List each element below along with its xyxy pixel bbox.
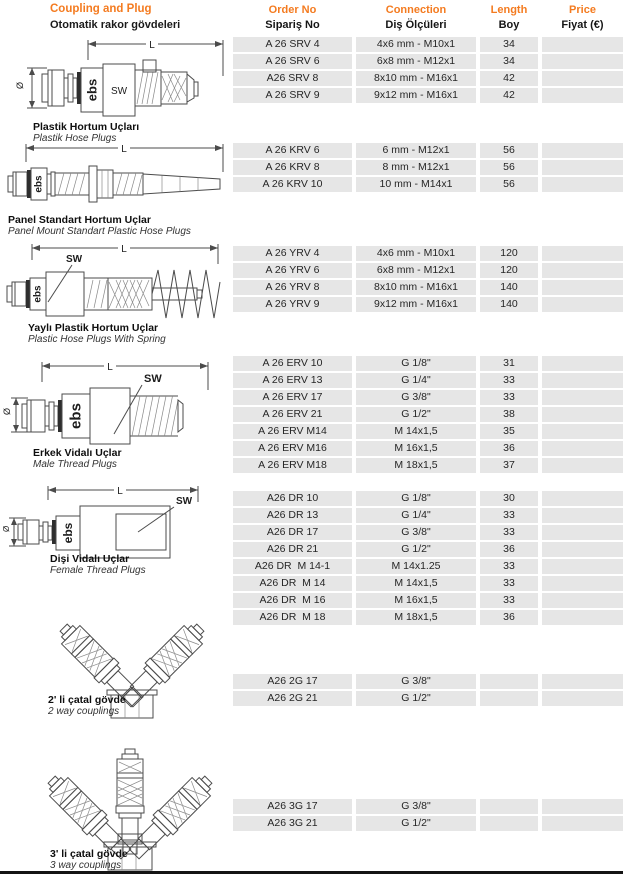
- connection-cell: 8x10 mm - M16x1: [356, 280, 476, 295]
- dim-label-sw: SW: [110, 86, 128, 97]
- page-title: Coupling and Plug: [50, 3, 152, 15]
- table-row: [233, 691, 623, 706]
- connection-cell: 10 mm - M14x1: [356, 177, 476, 192]
- brand-label-ebs: ebs: [32, 285, 44, 303]
- connection-cell: G 1/4": [356, 373, 476, 388]
- table-row: [233, 246, 623, 261]
- length-cell: 36: [480, 542, 538, 557]
- dim-label-sw: SW: [66, 254, 83, 265]
- brand-label-ebs: ebs: [67, 403, 85, 429]
- order-no-cell: A 26 ERV M16: [233, 441, 352, 456]
- male-thread-plug-drawing: [2, 356, 228, 448]
- price-cell: [542, 246, 623, 261]
- column-header-length-tr: Boy: [498, 19, 520, 31]
- caption-english: Plastic Hose Plugs With Spring: [28, 334, 166, 345]
- order-no-cell: A26 DR 10: [233, 491, 352, 506]
- column-header-order-tr: Sipariş No: [265, 19, 320, 31]
- price-cell: [542, 37, 623, 52]
- table-group-srv: [233, 37, 623, 105]
- price-cell: [542, 407, 623, 422]
- female-thread-plug-drawing: [2, 482, 226, 560]
- table-row: [233, 280, 623, 295]
- connection-cell: G 3/8": [356, 390, 476, 405]
- length-cell: 140: [480, 297, 538, 312]
- connection-cell: M 18x1,5: [356, 610, 476, 625]
- price-cell: [542, 593, 623, 608]
- length-cell: 33: [480, 508, 538, 523]
- column-header-price-en: Price: [569, 4, 596, 16]
- length-cell: 56: [480, 160, 538, 175]
- table-row: [233, 674, 623, 689]
- length-cell: 56: [480, 143, 538, 158]
- table-row: [233, 491, 623, 506]
- caption-english: Male Thread Plugs: [33, 459, 117, 470]
- table-row: [233, 593, 623, 608]
- table-row: [233, 373, 623, 388]
- price-cell: [542, 525, 623, 540]
- price-cell: [542, 542, 623, 557]
- table-row: [233, 525, 623, 540]
- price-cell: [542, 610, 623, 625]
- connection-cell: G 1/8": [356, 356, 476, 371]
- connection-cell: 9x12 mm - M16x1: [356, 297, 476, 312]
- price-cell: [542, 177, 623, 192]
- connection-cell: G 1/2": [356, 542, 476, 557]
- length-cell: 36: [480, 441, 538, 456]
- length-cell: 35: [480, 424, 538, 439]
- length-cell: 42: [480, 71, 538, 86]
- connection-cell: 6x8 mm - M12x1: [356, 54, 476, 69]
- price-cell: [542, 691, 623, 706]
- table-row: [233, 160, 623, 175]
- caption-male-thread-plugs: [33, 447, 122, 470]
- order-no-cell: A 26 ERV M18: [233, 458, 352, 473]
- price-cell: [542, 373, 623, 388]
- price-cell: [542, 88, 623, 103]
- order-no-cell: A26 DR 17: [233, 525, 352, 540]
- connection-cell: 6 mm - M12x1: [356, 143, 476, 158]
- table-row: [233, 508, 623, 523]
- length-cell: 36: [480, 610, 538, 625]
- price-cell: [542, 390, 623, 405]
- spring-plug-drawing: [2, 238, 228, 324]
- order-no-cell: A26 2G 21: [233, 691, 352, 706]
- order-no-cell: A26 DR M 14: [233, 576, 352, 591]
- dim-label-diameter: Ø: [15, 81, 25, 89]
- caption-turkish: Panel Standart Hortum Uçlar: [8, 214, 151, 226]
- table-row: [233, 576, 623, 591]
- table-row: [233, 407, 623, 422]
- connection-cell: G 3/8": [356, 674, 476, 689]
- length-cell: 33: [480, 576, 538, 591]
- order-no-cell: A26 DR M 16: [233, 593, 352, 608]
- dim-label-diameter: Ø: [2, 525, 11, 532]
- caption-turkish: Dişi Vidalı Uçlar: [50, 553, 130, 565]
- length-cell: 42: [480, 88, 538, 103]
- length-cell: [480, 816, 538, 831]
- length-cell: 30: [480, 491, 538, 506]
- dim-label-l: L: [117, 486, 123, 497]
- connection-cell: M 14x1.25: [356, 559, 476, 574]
- length-cell: [480, 799, 538, 814]
- column-header-price-tr: Fiyat (€): [561, 19, 604, 31]
- table-row: [233, 88, 623, 103]
- table-row: [233, 559, 623, 574]
- order-no-cell: A 26 ERV 17: [233, 390, 352, 405]
- connection-cell: 8 mm - M12x1: [356, 160, 476, 175]
- connection-cell: G 1/2": [356, 816, 476, 831]
- length-cell: 33: [480, 593, 538, 608]
- order-no-cell: A26 DR M 18: [233, 610, 352, 625]
- caption-turkish: Erkek Vidalı Uçlar: [33, 447, 122, 459]
- order-no-cell: A26 3G 17: [233, 799, 352, 814]
- order-no-cell: A 26 KRV 8: [233, 160, 352, 175]
- length-cell: [480, 674, 538, 689]
- brand-label-ebs: ebs: [84, 78, 100, 102]
- length-cell: 33: [480, 373, 538, 388]
- table-row: [233, 54, 623, 69]
- table-group-krv: [233, 143, 623, 194]
- length-cell: [480, 691, 538, 706]
- order-no-cell: A 26 YRV 4: [233, 246, 352, 261]
- caption-turkish: Yaylı Plastik Hortum Uçlar: [28, 322, 159, 334]
- connection-cell: M 16x1,5: [356, 441, 476, 456]
- order-no-cell: A26 DR M 14-1: [233, 559, 352, 574]
- caption-english: 2 way couplings: [48, 706, 120, 717]
- length-cell: 31: [480, 356, 538, 371]
- dim-label-l: L: [121, 144, 127, 155]
- column-header-connection-tr: Diş Ölçüleri: [385, 19, 447, 31]
- connection-cell: G 1/2": [356, 407, 476, 422]
- order-no-cell: A 26 ERV 21: [233, 407, 352, 422]
- order-no-cell: A26 DR 21: [233, 542, 352, 557]
- length-cell: 120: [480, 263, 538, 278]
- connection-cell: 4x6 mm - M10x1: [356, 246, 476, 261]
- table-row: [233, 263, 623, 278]
- caption-english: 3 way couplings: [50, 860, 122, 871]
- brand-label-ebs: ebs: [61, 522, 75, 544]
- table-row: [233, 610, 623, 625]
- table-row: [233, 441, 623, 456]
- page-bottom-rule: [0, 871, 623, 874]
- table-group-2g: [233, 674, 623, 708]
- column-header-order-en: Order No: [268, 4, 317, 16]
- order-no-cell: A 26 SRV 4: [233, 37, 352, 52]
- table-row: [233, 424, 623, 439]
- dim-label-l: L: [149, 40, 155, 51]
- table-group-3g: [233, 799, 623, 833]
- column-header-length-en: Length: [490, 4, 528, 16]
- connection-cell: G 1/8": [356, 491, 476, 506]
- caption-female-thread-plugs: [50, 553, 146, 576]
- price-cell: [542, 263, 623, 278]
- table-row: [233, 799, 623, 814]
- order-no-cell: A 26 SRV 6: [233, 54, 352, 69]
- length-cell: 33: [480, 525, 538, 540]
- price-cell: [542, 71, 623, 86]
- connection-cell: 9x12 mm - M16x1: [356, 88, 476, 103]
- connection-cell: G 1/2": [356, 691, 476, 706]
- length-cell: 33: [480, 390, 538, 405]
- order-no-cell: A 26 ERV 13: [233, 373, 352, 388]
- price-cell: [542, 559, 623, 574]
- table-row: [233, 542, 623, 557]
- order-no-cell: A26 DR 13: [233, 508, 352, 523]
- dim-label-sw: SW: [176, 496, 193, 507]
- price-cell: [542, 441, 623, 456]
- length-cell: 37: [480, 458, 538, 473]
- length-cell: 34: [480, 37, 538, 52]
- dim-label-l: L: [107, 362, 113, 373]
- price-cell: [542, 160, 623, 175]
- table-row: [233, 458, 623, 473]
- table-row: [233, 143, 623, 158]
- price-cell: [542, 458, 623, 473]
- table-header: [233, 3, 623, 33]
- connection-cell: M 16x1,5: [356, 593, 476, 608]
- table-group-erv: [233, 356, 623, 475]
- price-cell: [542, 424, 623, 439]
- order-no-cell: A 26 YRV 9: [233, 297, 352, 312]
- price-cell: [542, 674, 623, 689]
- connection-cell: M 14x1,5: [356, 576, 476, 591]
- table-row: [233, 71, 623, 86]
- connection-cell: G 3/8": [356, 799, 476, 814]
- order-no-cell: A 26 YRV 6: [233, 263, 352, 278]
- connection-cell: G 3/8": [356, 525, 476, 540]
- caption-three-way-couplings: [50, 848, 128, 871]
- table-row: [233, 177, 623, 192]
- caption-spring-hose-plugs: [28, 322, 166, 345]
- caption-turkish: 3' li çatal gövde: [50, 848, 128, 860]
- price-cell: [542, 297, 623, 312]
- panel-mount-plug-drawing: [2, 140, 228, 212]
- price-cell: [542, 508, 623, 523]
- price-cell: [542, 491, 623, 506]
- plastic-hose-plug-drawing: [2, 36, 228, 126]
- order-no-cell: A26 2G 17: [233, 674, 352, 689]
- length-cell: 38: [480, 407, 538, 422]
- caption-panel-hose-plugs: [8, 214, 191, 237]
- order-no-cell: A 26 SRV 9: [233, 88, 352, 103]
- connection-cell: G 1/4": [356, 508, 476, 523]
- order-no-cell: A26 3G 21: [233, 816, 352, 831]
- table-row: [233, 816, 623, 831]
- table-row: [233, 390, 623, 405]
- dim-label-diameter: Ø: [2, 407, 12, 415]
- order-no-cell: A 26 ERV M14: [233, 424, 352, 439]
- length-cell: 56: [480, 177, 538, 192]
- caption-english: Panel Mount Standart Plastic Hose Plugs: [8, 226, 191, 237]
- connection-cell: M 18x1,5: [356, 458, 476, 473]
- dim-label-l: L: [121, 244, 127, 255]
- caption-english: Plastik Hose Plugs: [33, 133, 117, 144]
- length-cell: 33: [480, 559, 538, 574]
- price-cell: [542, 143, 623, 158]
- price-cell: [542, 356, 623, 371]
- length-cell: 120: [480, 246, 538, 261]
- order-no-cell: A 26 KRV 6: [233, 143, 352, 158]
- page-subtitle: Otomatik rakor gövdeleri: [50, 19, 181, 31]
- order-no-cell: A 26 ERV 10: [233, 356, 352, 371]
- price-cell: [542, 280, 623, 295]
- table-row: [233, 297, 623, 312]
- table-row: [233, 356, 623, 371]
- length-cell: 140: [480, 280, 538, 295]
- caption-english: Female Thread Plugs: [50, 565, 146, 576]
- brand-label-ebs: ebs: [33, 175, 45, 193]
- dim-label-sw: SW: [144, 373, 162, 385]
- order-no-cell: A 26 YRV 8: [233, 280, 352, 295]
- caption-turkish: Plastik Hortum Uçları: [33, 121, 140, 133]
- connection-cell: 8x10 mm - M16x1: [356, 71, 476, 86]
- connection-cell: 6x8 mm - M12x1: [356, 263, 476, 278]
- price-cell: [542, 576, 623, 591]
- order-no-cell: A26 SRV 8: [233, 71, 352, 86]
- connection-cell: M 14x1,5: [356, 424, 476, 439]
- table-group-yrv: [233, 246, 623, 314]
- order-no-cell: A 26 KRV 10: [233, 177, 352, 192]
- table-row: [233, 37, 623, 52]
- table-group-dr: [233, 491, 623, 627]
- length-cell: 34: [480, 54, 538, 69]
- price-cell: [542, 816, 623, 831]
- price-cell: [542, 799, 623, 814]
- caption-two-way-couplings: [48, 694, 126, 717]
- column-header-connection-en: Connection: [385, 4, 447, 16]
- price-cell: [542, 54, 623, 69]
- connection-cell: 4x6 mm - M10x1: [356, 37, 476, 52]
- caption-turkish: 2' li çatal gövde: [48, 694, 126, 706]
